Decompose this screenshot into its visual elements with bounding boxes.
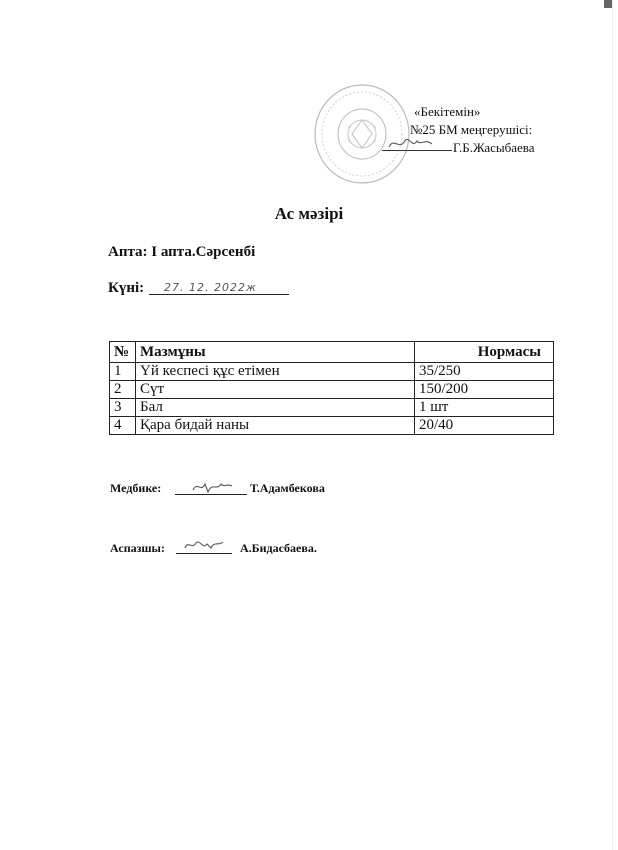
approver-signature — [386, 134, 436, 154]
header-content: Мазмұны — [136, 342, 415, 363]
approve-label: «Бекітемін» — [414, 104, 481, 119]
row-num: 1 — [110, 363, 136, 381]
row-norm: 20/40 — [415, 417, 554, 435]
table-row — [110, 417, 554, 435]
scan-edge-line — [612, 0, 613, 850]
row-content: Қара бидай наны — [136, 417, 415, 435]
menu-table — [109, 341, 554, 435]
nurse-label: Медбике: — [110, 481, 162, 495]
page-title: Ас мәзірі — [274, 204, 344, 223]
scan-edge-mark — [604, 0, 612, 8]
row-norm: 35/250 — [415, 363, 554, 381]
row-content: Сүт — [136, 381, 415, 399]
row-norm: 1 шт — [415, 399, 554, 417]
cook-label: Аспазшы: — [110, 541, 165, 555]
row-content: Бал — [136, 399, 415, 417]
approver-position: №25 БМ меңгерушісі: — [410, 122, 533, 137]
table-row — [110, 381, 554, 399]
nurse-signature — [190, 478, 234, 496]
row-num: 3 — [110, 399, 136, 417]
cook-name: А.Бидасбаева. — [240, 541, 317, 555]
row-num: 2 — [110, 381, 136, 399]
table-header-row — [110, 342, 554, 363]
date-value: 27. 12. 2022ж — [164, 281, 257, 294]
nurse-name: Т.Адамбекова — [250, 481, 325, 495]
week-label: Апта: І апта.Сәрсенбі — [108, 244, 256, 260]
date-line — [149, 294, 289, 295]
row-num: 4 — [110, 417, 136, 435]
header-num: № — [110, 342, 136, 363]
header-norm: Нормасы — [415, 342, 554, 363]
row-content: Үй кеспесі құс етімен — [136, 363, 415, 381]
date-label: Күні: — [108, 280, 145, 296]
table-row — [110, 399, 554, 417]
row-norm: 150/200 — [415, 381, 554, 399]
cook-signature — [182, 536, 226, 554]
table-row — [110, 363, 554, 381]
approver-name: Г.Б.Жасыбаева — [453, 140, 535, 155]
